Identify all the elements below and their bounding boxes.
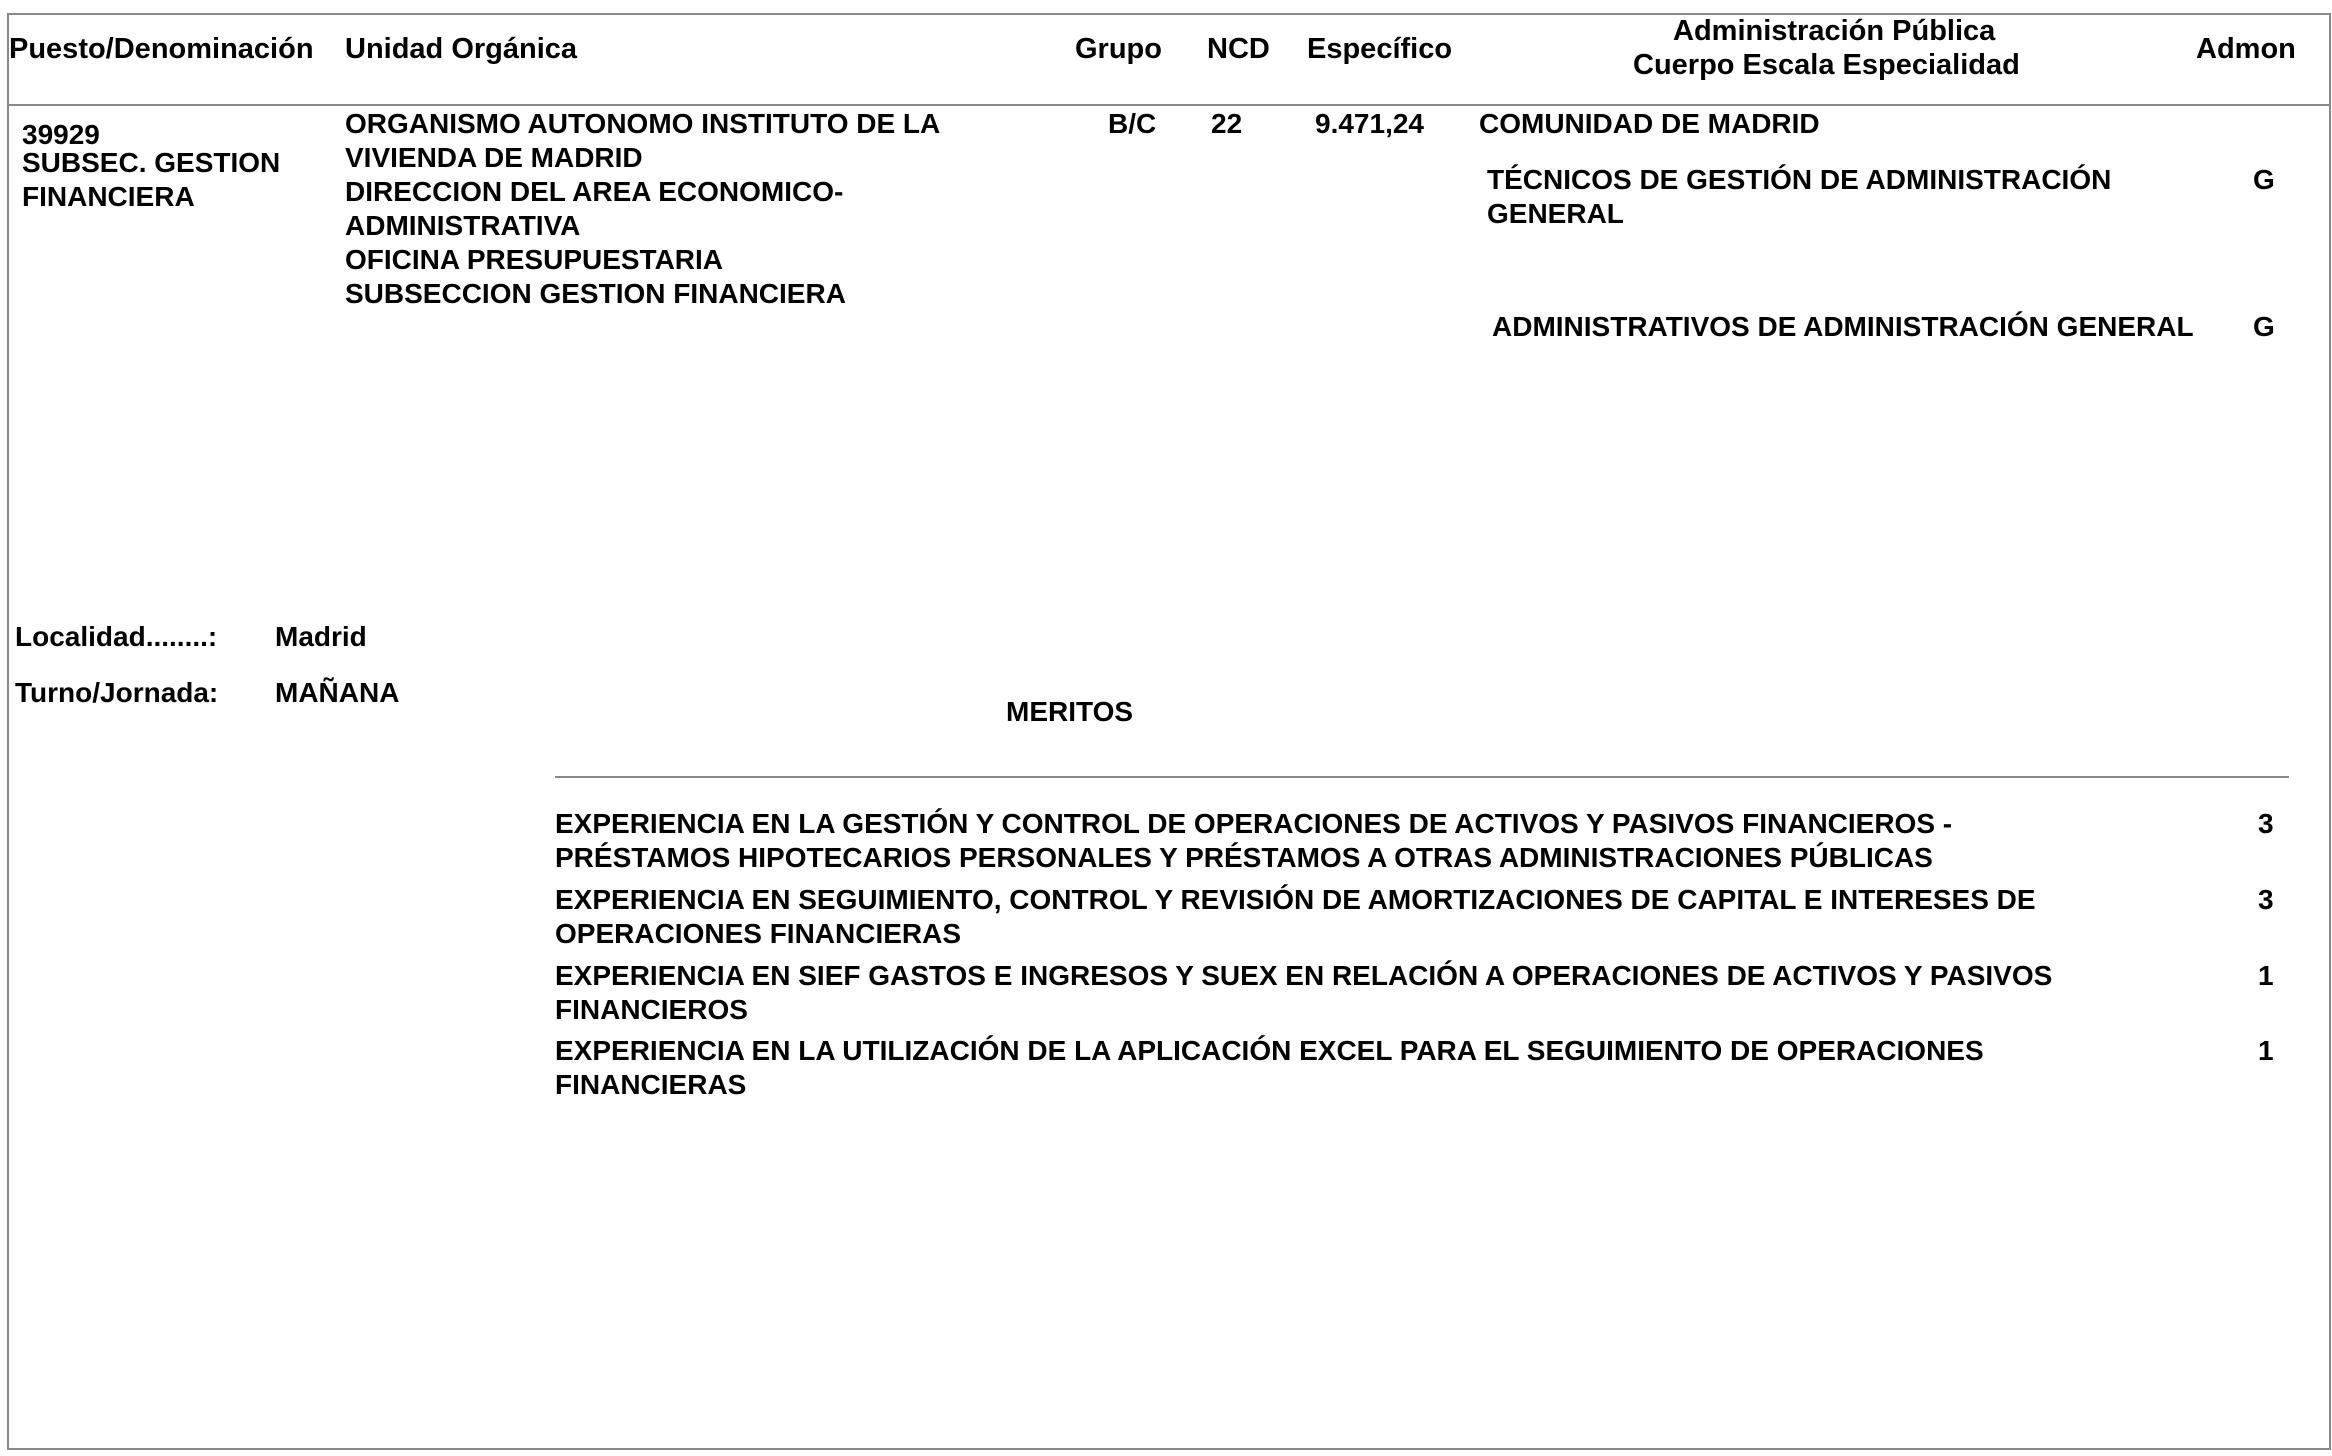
merito-points: 3: [2258, 884, 2274, 915]
header-grupo: Grupo: [1075, 33, 1162, 65]
ncd-value: 22: [1211, 108, 1243, 139]
unidad-line: ORGANISMO AUTONOMO INSTITUTO DE LA: [345, 108, 941, 139]
cuerpo-item: [1487, 163, 2111, 231]
cuerpo-admon: G: [2253, 311, 2275, 342]
administracion-value: COMUNIDAD DE MADRID: [1479, 108, 1820, 139]
grupo-value: B/C: [1108, 108, 1157, 139]
merito-text: EXPERIENCIA EN SIEF GASTOS E INGRESOS Y SUEX EN RELACIÓN A OPERACIONES DE ACTIVOS Y PASIVOS FINANCIEROS: [555, 960, 2053, 1025]
unidad-line: OFICINA PRESUPUESTARIA: [345, 244, 724, 275]
merito-text: EXPERIENCIA EN LA GESTIÓN Y CONTROL DE OPERACIONES DE ACTIVOS Y PASIVOS FINANCIEROS - PRÉSTAMOS HIPOTECARIOS PERSONALES Y PRÉSTAMOS A OTRAS ADMINISTRACIONES PÚBLICAS: [555, 808, 1953, 873]
cuerpo-line: TÉCNICOS DE GESTIÓN DE ADMINISTRACIÓN: [1487, 164, 2112, 195]
especifico-value: 9.471,24: [1315, 108, 1424, 139]
unidad-organica-block: [345, 107, 940, 311]
merito-points: 1: [2258, 1035, 2274, 1066]
cuerpo-line: ADMINISTRATIVOS DE ADMINISTRACIÓN GENERAL: [1492, 311, 2194, 342]
meritos-title: MERITOS: [1006, 696, 1134, 727]
header-cuerpo-escala: Cuerpo Escala Especialidad: [1633, 49, 2020, 81]
unidad-line: DIRECCION DEL AREA ECONOMICO-: [345, 176, 844, 207]
header-puesto: Puesto/Denominación: [9, 33, 314, 65]
meritos-divider: [555, 776, 2289, 778]
cuerpo-item: [1492, 310, 2194, 344]
merito-points: 1: [2258, 960, 2274, 991]
cuerpo-admon: G: [2253, 164, 2275, 195]
localidad-label: Localidad........:: [15, 621, 218, 652]
cuerpo-line: GENERAL: [1487, 198, 1624, 229]
header-admin-publica: Administración Pública: [1673, 15, 1996, 47]
puesto-denominacion-2: FINANCIERA: [22, 181, 195, 212]
header-ncd: NCD: [1207, 33, 1270, 65]
merito-text: EXPERIENCIA EN SEGUIMIENTO, CONTROL Y REVISIÓN DE AMORTIZACIONES DE CAPITAL E INTERESES DE OPERACIONES FINANCIERAS: [555, 884, 2036, 949]
localidad-value: Madrid: [275, 621, 367, 652]
merito-points: 3: [2258, 808, 2274, 839]
turno-label: Turno/Jornada:: [15, 677, 219, 708]
turno-value: MAÑANA: [275, 677, 400, 708]
unidad-line: VIVIENDA DE MADRID: [345, 142, 643, 173]
puesto-block: [22, 118, 280, 214]
header-admon: Admon: [2196, 33, 2296, 65]
unidad-line: SUBSECCION GESTION FINANCIERA: [345, 278, 846, 309]
header-divider: [7, 104, 2331, 106]
header-especifico: Específico: [1307, 33, 1453, 65]
header-unidad: Unidad Orgánica: [345, 33, 578, 65]
merito-text: EXPERIENCIA EN LA UTILIZACIÓN DE LA APLICACIÓN EXCEL PARA EL SEGUIMIENTO DE OPERACIONES FINANCIERAS: [555, 1035, 1984, 1100]
unidad-line: ADMINISTRATIVA: [345, 210, 581, 241]
puesto-denominacion-1: SUBSEC. GESTION: [22, 147, 281, 178]
puesto-codigo: 39929: [22, 119, 100, 150]
